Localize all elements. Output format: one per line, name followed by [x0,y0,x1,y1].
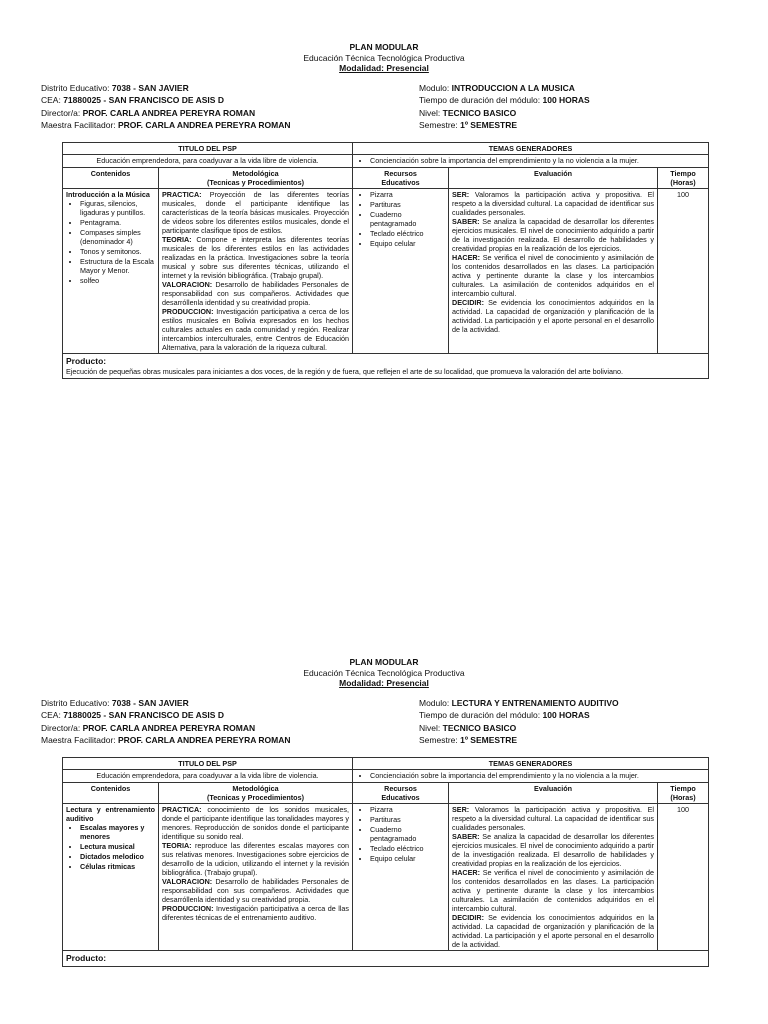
tiempo-cell: 100 [658,189,709,354]
page-title: PLAN MODULAR [349,42,419,52]
temas-text: • Concienciación sobre la importancia del emprendimiento y la no violencia a la mujer. [353,155,709,168]
temas-text: • Concienciación sobre la importancia del emprendimiento y la no violencia a la mujer. [353,770,709,783]
info-modulo: Modulo: INTRODUCCION A LA MUSICA [419,82,575,93]
col-tiempo: Tiempo (Horas) [658,168,709,189]
psp-header: TITULO DEL PSP [63,143,353,155]
info-distrito: Distrito Educativo: 7038 - SAN JAVIER [41,82,189,93]
psp-text: Educación emprendedora, para coadyuvar a la vida libre de violencia. [63,770,353,783]
info-duracion: Tiempo de duración del módulo: 100 HORAS [419,95,590,106]
evaluacion-cell: SER: Valoramos la participación activa y propositiva. El respeto a la diversidad cultural. La capacidad de identificar sus cualidades personales. SABER: Se analiza la capacidad de desarrollar los diferentes ejercicios musicales. El nivel de conocimiento adquirido a partir de la investigación realizada. El desarrollo de habilidades y creatividad propias en la realización de los ejercicios. HACER: Se verifica el nivel de conocimiento y asimilación de los contenidos desarrollados en las clases. La participación activa y pertinente durante la clase y los intercambios culturales. La asimilación de contenidos adquiridos en el intercambio cultural. DECIDIR: Se evidencia los conocimientos adquiridos en la actividad. La capacidad de organización y planificación de la actividad. La participación y el aporte personal en el desarrollo de la actividad. [449,189,658,354]
info-right [419,83,739,133]
col-recursos: Recursos Educativos [353,168,449,189]
info-facilitador: Maestra Facilitador: PROF. CARLA ANDREA PEREYRA ROMAN [41,735,291,746]
page-subtitle: Educación Técnica Tecnológica Productiva [303,667,465,678]
info-duracion: Tiempo de duración del módulo: 100 HORAS [419,710,590,721]
psp-text: Educación emprendedora, para coadyuvar a la vida libre de violencia. [63,155,353,168]
col-recursos: Recursos Educativos [353,783,449,804]
page-title: PLAN MODULAR [349,657,419,667]
contenidos-cell: Introducción a la Música • Figuras, silencios, ligaduras y puntillos. • Pentagrama. • Compases simples (denominador 4) • Tonos y semitonos. • Estructura de la Escala Mayor y Menor. • solfeo [63,189,159,354]
modalidad: Modalidad: Presencial [339,63,429,74]
info-block [0,83,768,133]
temas-header: TEMAS GENERADORES [353,143,709,155]
evaluacion-cell: SER: Valoramos la participación activa y propositiva. El respeto a la diversidad cultural. La capacidad de identificar sus cualidades personales. SABER: Se analiza la capacidad de desarrollar los diferentes ejercicios musicales. El nivel de conocimiento adquirido a partir de la investigación realizada. El desarrollo de habilidades y creatividad propias en la realización de los ejercicios. HACER: Se verifica el nivel de conocimiento y asimilación de los contenidos desarrollados en las clases. La participación activa y pertinente durante la clase y los intercambios culturales. La asimilación de contenidos adquiridos en el intercambio cultural. DECIDIR: Se evidencia los conocimientos adquiridos en la actividad. La capacidad de organización y planificación de la actividad. La participación y el aporte personal en el desarrollo de la actividad. [449,804,658,951]
info-distrito: Distrito Educativo: 7038 - SAN JAVIER [41,697,189,708]
info-director: Director/a: PROF. CARLA ANDREA PEREYRA ROMAN [41,722,256,733]
temas-header: TEMAS GENERADORES [353,758,709,770]
header-block [0,42,768,74]
col-metodologica: Metodológica (Tecnicas y Procedimientos) [159,168,353,189]
tiempo-cell: 100 [658,804,709,951]
info-nivel: Nivel: TECNICO BASICO [419,107,517,118]
plan-page-1 [0,42,768,376]
producto-cell: Producto: Ejecución de pequeñas obras musicales para iniciantes a dos voces, de la región y de fuera, que reflejen el arte de su localidad, que promueva la valoración del arte boliviano. [63,354,709,379]
info-nivel: Nivel: TECNICO BASICO [419,722,517,733]
col-contenidos: Contenidos [63,168,159,189]
info-modulo: Modulo: LECTURA Y ENTRENAMIENTO AUDITIVO [419,697,619,708]
plan-table [62,757,709,967]
col-contenidos: Contenidos [63,783,159,804]
col-evaluacion: Evaluación [449,168,658,189]
psp-header: TITULO DEL PSP [63,758,353,770]
info-cea: CEA: 71880025 - SAN FRANCISCO DE ASIS D [41,710,224,721]
info-block [0,698,768,748]
info-right [419,698,739,748]
recursos-cell: • Pizarra • Partituras • Cuaderno pentagramado • Teclado eléctrico • Equipo celular [353,804,449,951]
info-semestre: Semestre: 1º SEMESTRE [419,120,518,131]
recursos-cell: • Pizarra • Partituras • Cuaderno pentagramado • Teclado eléctrico • Equipo celular [353,189,449,354]
info-left [41,83,411,133]
producto-cell: Producto: [63,951,709,967]
info-director: Director/a: PROF. CARLA ANDREA PEREYRA ROMAN [41,107,256,118]
col-metodologica: Metodológica (Tecnicas y Procedimientos) [159,783,353,804]
plan-page-2 [0,657,768,963]
info-cea: CEA: 71880025 - SAN FRANCISCO DE ASIS D [41,95,224,106]
header-block [0,657,768,689]
info-semestre: Semestre: 1º SEMESTRE [419,735,518,746]
page-subtitle: Educación Técnica Tecnológica Productiva [303,52,465,63]
metodologica-cell: PRACTICA: Proyección de las diferentes teorías musicales, donde el participante identifique las características de la teoría básicas musicales. Proyección de videos sobre los diferentes estilos musicales, donde el participante clasifique tipos de estilos. TEORIA: Compone e interpreta las diferentes teorías musicales de los diferentes estilos en las actividades realizadas en la práctica. Investigaciones sobre la teoría musical y sobre sus diferentes técnicas, utilizando el internet y la revisión bibliográfica. (Trabajo grupal). VALORACION: Desarrollo de habilidades Personales de responsabilidad con sus compañeros. Actividades que desarróllenla identidad y su creatividad propia. PRODUCCION: Investigación participativa a cerca de los estilos musicales en Bolivia expresados en los hechos culturales actuales en cada comunidad y región. Realizar intercambios interculturales, entre Centros de Educación Alternativa, para la valoración de la riqueza cultural. [159,189,353,354]
metodologica-cell: PRACTICA: conocimiento de los sonidos musicales, donde el participante identifique las tonalidades mayores y menores. Reproducción de sonidos donde el participante identifique su sonido real. TEORIA: reproduce las diferentes escalas mayores con sus relativas menores. Investigaciones sobre ejercicios de desarrollo de la udicion, utilizando el internet y la revisión bibliográfica. (Trabajo grupal). VALORACION: Desarrollo de habilidades Personales de responsabilidad con sus compañeros. Actividades que desarróllenla identidad y su creatividad propia. PRODUCCION: Investigación participativa a cerca de llas diferentes técnicas de el entrenamiento auditivo. [159,804,353,951]
col-tiempo: Tiempo (Horas) [658,783,709,804]
modalidad: Modalidad: Presencial [339,678,429,689]
info-facilitador: Maestra Facilitador: PROF. CARLA ANDREA PEREYRA ROMAN [41,120,291,131]
col-evaluacion: Evaluación [449,783,658,804]
info-left [41,698,411,748]
contenidos-cell: Lectura y entrenamiento auditivo • Escalas mayores y menores • Lectura musical • Dictados melodico • Células ritmicas [63,804,159,951]
plan-table [62,142,709,379]
